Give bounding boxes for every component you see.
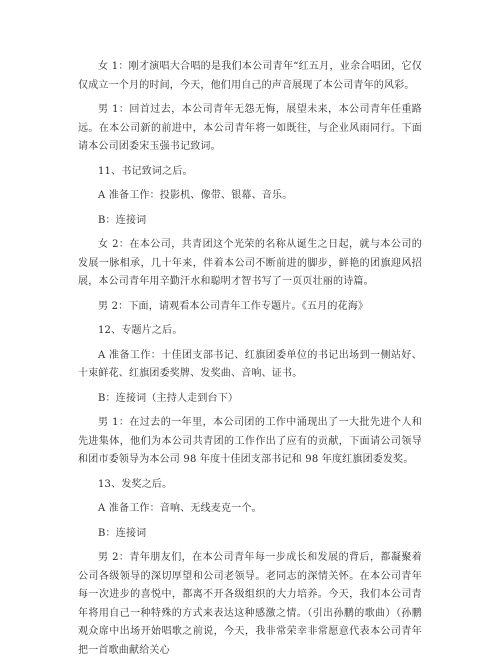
section-11-link: B：连接词 <box>98 214 147 226</box>
section-12-heading: 12、专题片之后。 <box>98 325 183 336</box>
paragraph-female2: 女 2：在本公司，共青团这个光荣的名称从诞生之日起，就与本公司的发展一脉相承，几十年来，伴着本公司不断前进的脚步，鲜艳的团旗迎风招展，本公司青年用辛勤汗水和聪明才智书写了一页页壮丽的诗篇。 <box>78 239 422 287</box>
section-13-link: B：连接词 <box>98 527 147 539</box>
paragraph-female1-intro: 女 1：刚才演唱大合唱的是我们本公司青年“红五月，业余合唱团，它仅仅成立一个月的时间，今天，他们用自己的声音展现了本公司青年的风彩。 <box>78 61 422 91</box>
document-body <box>78 58 422 666</box>
section-13-prep: A 准备工作：音响、无线麦克一个。 <box>98 503 262 514</box>
paragraph-male1-intro: 男 1：回首过去，本公司青年无怨无悔，展望未来，本公司青年任重路远。在本公司新的前进中，本公司青年将一如既往，与企业风雨同行。下面请本公司团委宋玉强书记致词。 <box>78 104 422 152</box>
paragraph-male2-song: 男 2：青年朋友们，在本公司青年每一步成长和发展的背后，都凝聚着公司各级领导的深切厚望和公司老领导。老同志的深情关怀。在本公司青年每一次进步的喜悦中，都离不开各级组织的大力培养。今天，我们本公司青年将用自己一种特殊的方式来表达这种感激之情。（引出孙鹏的歌曲）（孙鹏观众席中出场开始唱歌之前说，今天，我非常荣幸非常愿意代表本公司青年把一首歌曲献给关心 <box>78 552 422 656</box>
section-12-link: B：连接词（主持人走到台下） <box>98 392 239 404</box>
paragraph-male2-film: 男 2：下面，请观看本公司青年工作专题片。《五月的花海》 <box>98 300 369 312</box>
section-11-prep: A 准备工作：投影机、像带、银幕、音乐。 <box>98 190 293 201</box>
section-11-heading: 11、书记致词之后。 <box>98 165 193 177</box>
paragraph-male1-awards: 男 1：在过去的一年里，本公司团的工作中涌现出了一大批先进个人和先进集体，他们为本公司共青团的工作作出了应有的贡献，下面请公司领导和团市委领导为本公司 98 年度十佳团支部书记和 98 年度红旗团委发奖。 <box>78 417 422 465</box>
section-13-heading: 13、发奖之后。 <box>98 478 173 490</box>
section-12-prep: A 准备工作：十佳团支部书记、红旗团委单位的书记出场到一侧站好、十束鲜花、红旗团委奖牌、发奖曲、音响、证书。 <box>78 349 422 379</box>
